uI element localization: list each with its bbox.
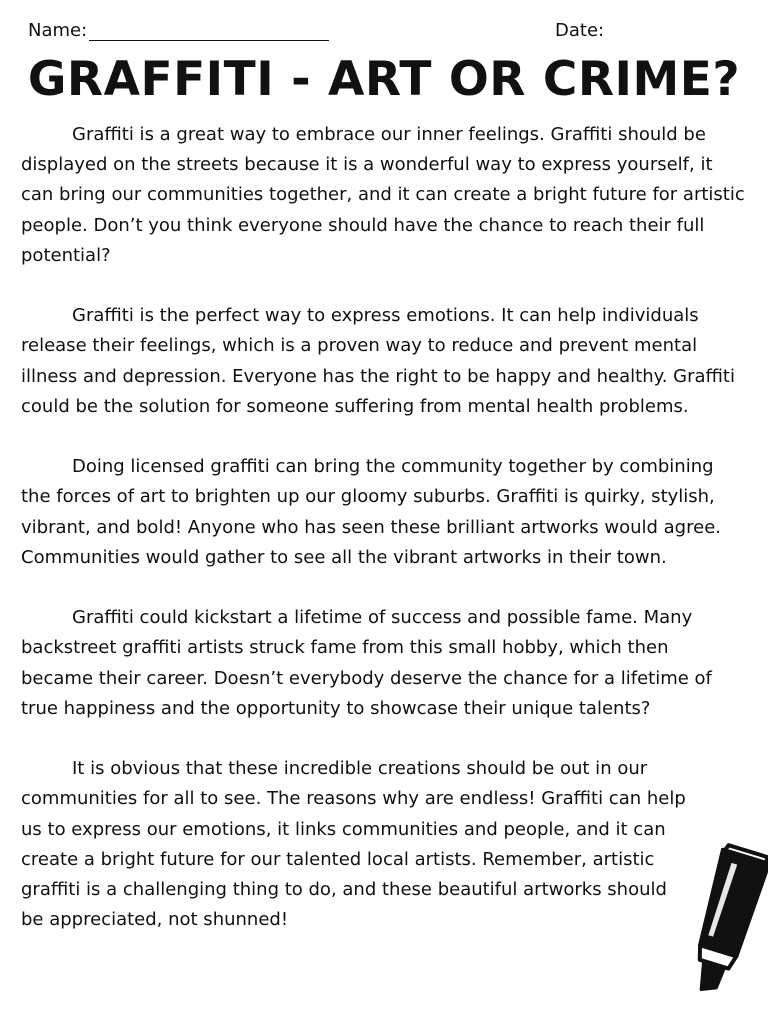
- paragraph-3: Doing licensed graffiti can bring the community together by combining the forces of art to brighten up our gloomy suburbs. Graffiti is quirky, stylish, vibrant, and bold! Anyone who has seen these brilliant artworks would agree. Communities would gather to see all the vibrant artworks in their town.: [21, 456, 721, 568]
- paragraph-1: Graffiti is a great way to embrace our inner feelings. Graffiti should be displayed on the streets because it is a wonderful way to express yourself, it can bring our communities together, and it can create a bright future for artistic people. Don’t you think everyone should have the chance to reach their full potential?: [21, 124, 745, 266]
- name-field: [28, 20, 329, 41]
- date-field: [555, 20, 604, 41]
- paragraph-5: It is obvious that these incredible creations should be out in our communities for all to see. The reasons why are endless! Graffiti can help us to express our emotions, it links communities and people, and it can create a bright future for our talented local artists. Remember, artistic graffiti is a challenging thing to do, and these beautiful artworks should be appreciated, not shunned!: [21, 758, 686, 931]
- name-blank-line: [89, 22, 329, 41]
- date-label: Date:: [555, 20, 605, 41]
- header-row: [28, 20, 740, 44]
- marker-nib: [695, 961, 724, 994]
- paragraph-4: Graffiti could kickstart a lifetime of success and possible fame. Many backstreet graffiti artists struck fame from this small hobby, which then became their career. Doesn’t everybody deserve the chance for a lifetime of true happiness and the opportunity to showcase their unique talents?: [21, 607, 712, 719]
- name-label: Name:: [28, 20, 88, 41]
- page-title: GRAFFITI - ART OR CRIME?: [27, 52, 741, 107]
- marker-icon: [672, 838, 768, 1004]
- paragraph-2: Graffiti is the perfect way to express emotions. It can help individuals release their feelings, which is a proven way to reduce and prevent mental illness and depression. Everyone has the right to be happy and healthy. Graffiti could be the solution for someone suffering from mental health problems.: [21, 305, 735, 417]
- body-text: [21, 120, 745, 935]
